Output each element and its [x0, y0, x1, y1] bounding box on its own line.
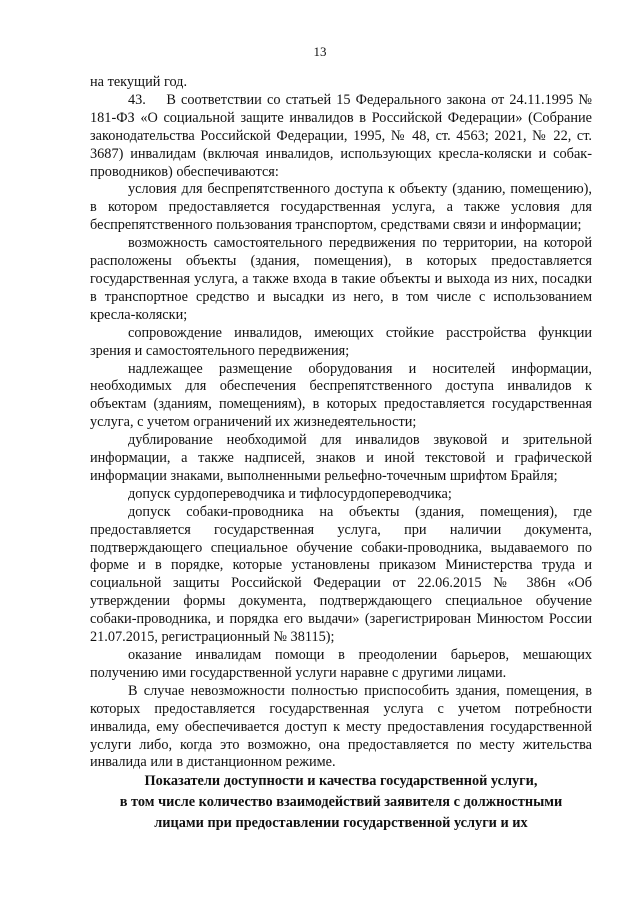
paragraph-continuation: на текущий год.: [90, 74, 188, 90]
section-heading: [95, 771, 587, 834]
page-number: 13: [313, 44, 327, 59]
paragraph-interpreter: допуск сурдопереводчика и тифлосурдопереводчика;: [128, 485, 452, 502]
heading-line: лицами при предоставлении государственной услуги и их: [154, 815, 528, 831]
paragraph-access-conditions: условия для беспрепятственного доступа к объекту (зданию, помещению), в котором предоставляется государственная услуга, а также условия для беспрепятственного пользования транспортом, средствами связи и информации;: [90, 181, 592, 234]
paragraph-item-43: 43. В соответствии со статьей 15 Федерального закона от 24.11.1995 № 181-ФЗ «О социальной защите инвалидов в Российской Федерации» (Собрание законодательства Российской Федерации, 1995, № 48, ст. 4563; 2021, № 22, ст. 3687) инвалидам (включая инвалидов, использующих кресла-коляски и собак-проводников) обеспечиваются:: [90, 91, 592, 180]
heading-line: Показатели доступности и качества государственной услуги,: [144, 773, 538, 789]
body-text: [90, 74, 592, 772]
paragraph-assistance: оказание инвалидам помощи в преодолении барьеров, мешающих получению ими государственной услуги наравне с другими лицами.: [90, 647, 592, 681]
paragraph-duplication: дублирование необходимой для инвалидов звуковой и зрительной информации, а также надписей, знаков и иной текстовой и графической информации знаками, выполненными рельефно-точечным шрифтом Брайля;: [90, 432, 592, 484]
paragraph-equipment: надлежащее размещение оборудования и носителей информации, необходимых для обеспечения беспрепятственного доступа инвалидов к объектам (зданиям, помещениям), в которых предоставляется государственная услуга, с учетом ограничений их жизнедеятельности;: [90, 360, 592, 431]
paragraph-escort: сопровождение инвалидов, имеющих стойкие расстройства функции зрения и самостоятельного передвижения;: [90, 324, 592, 359]
paragraph-movement: возможность самостоятельного передвижения по территории, на которой расположены объекты (здания, помещения), в которых предоставляется государственная услуга, а также входа в такие объекты и выхода из них, посадки в транспортное средство и высадки из него, в том числе с использованием кресла-коляски;: [90, 235, 592, 323]
paragraph-impossibility: В случае невозможности полностью приспособить здания, помещения, в которых предоставляется государственная услуга с учетом потребности инвалида, ему обеспечивается доступ к месту предоставления государственной услуги либо, когда это возможно, она предоставляется по месту жительства инвалида или в дистанционном режиме.: [90, 682, 592, 771]
heading-line: в том числе количество взаимодействий заявителя с должностными: [119, 794, 563, 810]
paragraph-guide-dog: допуск собаки-проводника на объекты (здания, помещения), где предоставляется государственная услуга, при наличии документа, подтверждающего специальное обучение собаки-проводника, выдаваемого по форме и в порядке, которые установлены приказом Министерства труда и социальной защиты Российской Федерации от 22.06.2015 № 386н «Об утверждении формы документа, подтверждающего специальное обучение собаки-проводника, и порядка его выдачи» (зарегистрирован Минюстом России 21.07.2015, регистрационный № 38115);: [90, 503, 592, 646]
